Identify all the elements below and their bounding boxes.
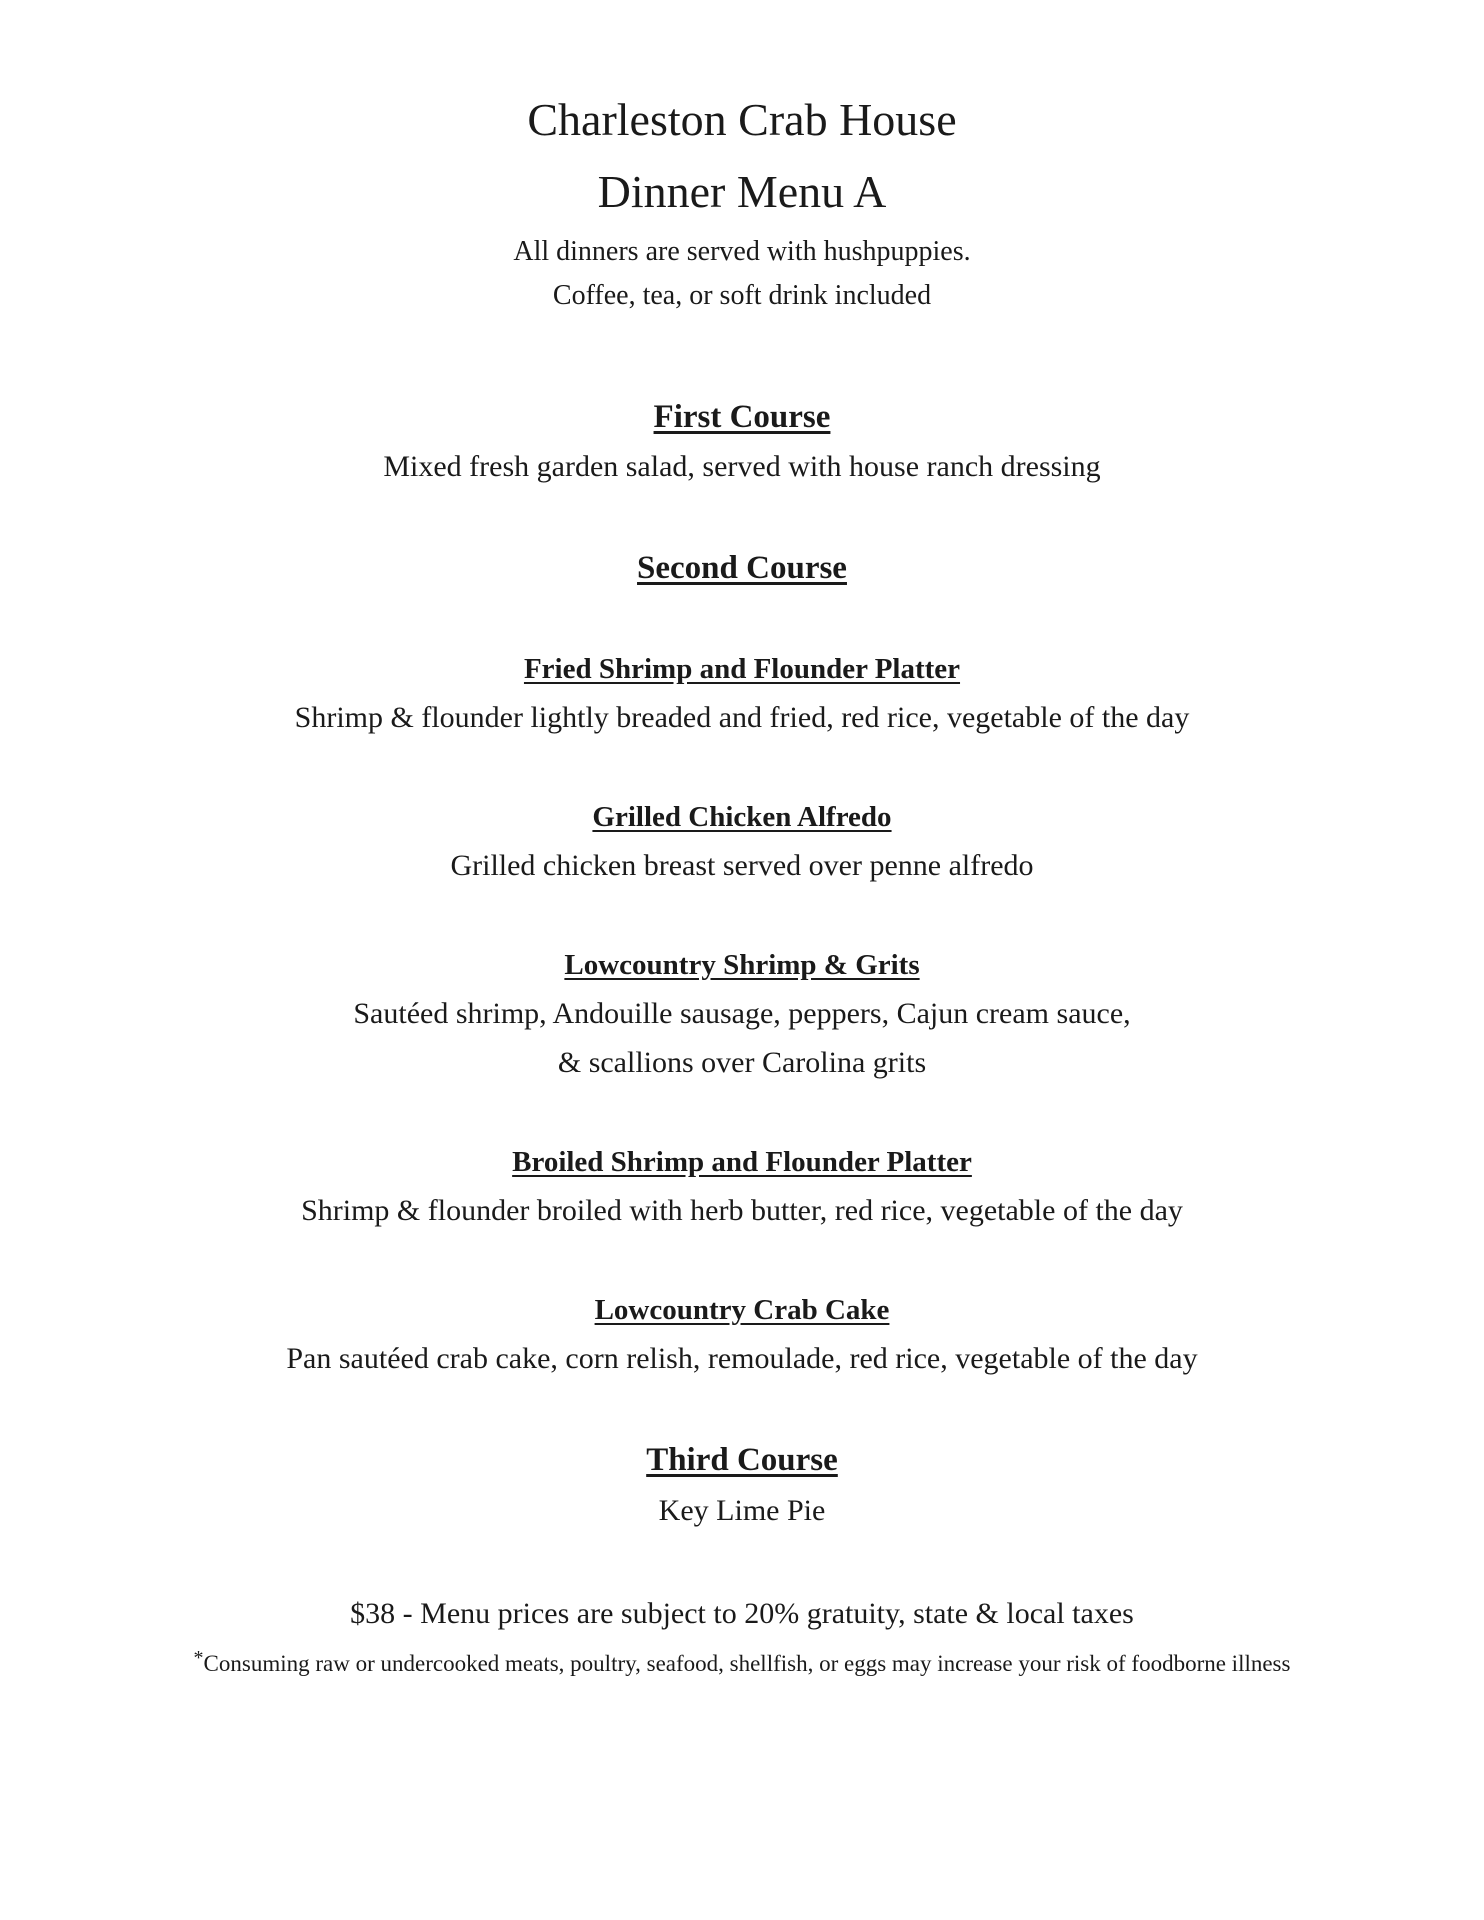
dish-description: Sautéed shrimp, Andouille sausage, peppers, Cajun cream sauce, xyxy=(353,997,1131,1030)
dish-description: Shrimp & flounder broiled with herb butter, red rice, vegetable of the day xyxy=(301,1194,1183,1227)
dish-name: Fried Shrimp and Flounder Platter xyxy=(523,653,961,685)
first-course-heading: First Course xyxy=(653,399,831,435)
dish-description: Shrimp & flounder lightly breaded and fried, red rice, vegetable of the day xyxy=(294,701,1190,734)
dish-name: Lowcountry Shrimp & Grits xyxy=(564,949,920,981)
dish-name: Grilled Chicken Alfredo xyxy=(592,801,892,833)
menu-title: Dinner Menu A xyxy=(597,166,887,217)
disclaimer-text: Consuming raw or undercooked meats, poultry, seafood, shellfish, or eggs may increase your risk of foodborne illness xyxy=(203,1651,1291,1676)
dish-description: Pan sautéed crab cake, corn relish, remoulade, red rice, vegetable of the day xyxy=(286,1342,1198,1375)
restaurant-name: Charleston Crab House xyxy=(527,94,957,145)
price-note: $38 - Menu prices are subject to 20% gratuity, state & local taxes xyxy=(350,1597,1134,1630)
intro-drinks: Coffee, tea, or soft drink included xyxy=(552,280,932,311)
first-course-description: Mixed fresh garden salad, served with house ranch dressing xyxy=(383,450,1101,483)
third-course-heading: Third Course xyxy=(646,1442,838,1478)
disclaimer-asterisk: * xyxy=(193,1647,204,1669)
dish-name: Lowcountry Crab Cake xyxy=(594,1294,890,1326)
food-safety-disclaimer xyxy=(0,1648,1484,1675)
dish-description: Grilled chicken breast served over penne alfredo xyxy=(450,849,1034,882)
dish-name: Broiled Shrimp and Flounder Platter xyxy=(512,1146,972,1178)
second-course-heading: Second Course xyxy=(637,550,847,586)
third-course-description: Key Lime Pie xyxy=(658,1494,826,1527)
intro-hushpuppies: All dinners are served with hushpuppies. xyxy=(513,236,971,267)
dish-description: & scallions over Carolina grits xyxy=(557,1046,927,1079)
